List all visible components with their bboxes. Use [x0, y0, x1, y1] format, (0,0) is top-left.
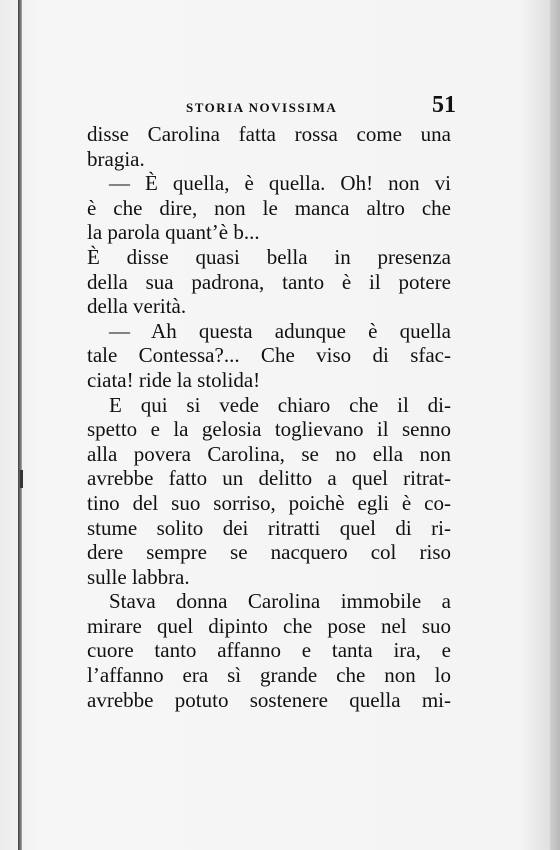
- page-number: 51: [432, 92, 456, 118]
- text-line: mirare quel dipinto che pose nel suo: [87, 613, 451, 638]
- text-line: Stava donna Carolina immobile a: [109, 589, 451, 614]
- text-line: della sua padrona, tanto è il potere: [87, 269, 451, 294]
- text-line: sulle labbra.: [87, 564, 190, 589]
- page-header: [186, 92, 456, 122]
- book-spine: [18, 0, 22, 850]
- text-line: è che dire, non le manca altro che: [87, 195, 451, 220]
- text-line: dere sempre se nacquero col riso: [87, 540, 451, 565]
- text-line: avrebbe potuto sostenere quella mi-: [87, 687, 451, 712]
- text-line: alla povera Carolina, se no ella non: [87, 441, 451, 466]
- text-line: l’affanno era sì grande che non lo: [87, 663, 451, 688]
- text-line: avrebbe fatto un delitto a quel ritrat-: [87, 466, 451, 491]
- margin-mark: [20, 470, 23, 488]
- text-line: — È quella, è quella. Oh! non vi: [109, 171, 451, 196]
- text-line: — Ah questa adunque è quella: [109, 318, 451, 343]
- text-line: tale Contessa?... Che viso di sfac-: [87, 343, 451, 368]
- text-line: stume solito dei ritratti quel di ri-: [87, 515, 451, 540]
- text-line: della verità.: [87, 294, 187, 319]
- text-line: spetto e la gelosia toglievano il senno: [87, 417, 451, 442]
- text-line: tino del suo sorriso, poichè egli è co-: [87, 490, 451, 515]
- text-line: È disse quasi bella in presenza: [87, 244, 451, 269]
- text-line: disse Carolina fatta rossa come una: [87, 122, 451, 146]
- text-line: cuore tanto affanno e tanta ira, e: [87, 638, 451, 663]
- body-text: [87, 122, 451, 712]
- text-line: la parola quant’è b...: [87, 220, 260, 245]
- page-edge: [550, 0, 560, 850]
- text-line: bragia.: [87, 146, 145, 171]
- text-line: E qui si vede chiaro che il di-: [109, 392, 451, 417]
- text-line: ciata! ride la stolida!: [87, 367, 261, 392]
- running-title: STORIA NOVISSIMA: [186, 100, 338, 115]
